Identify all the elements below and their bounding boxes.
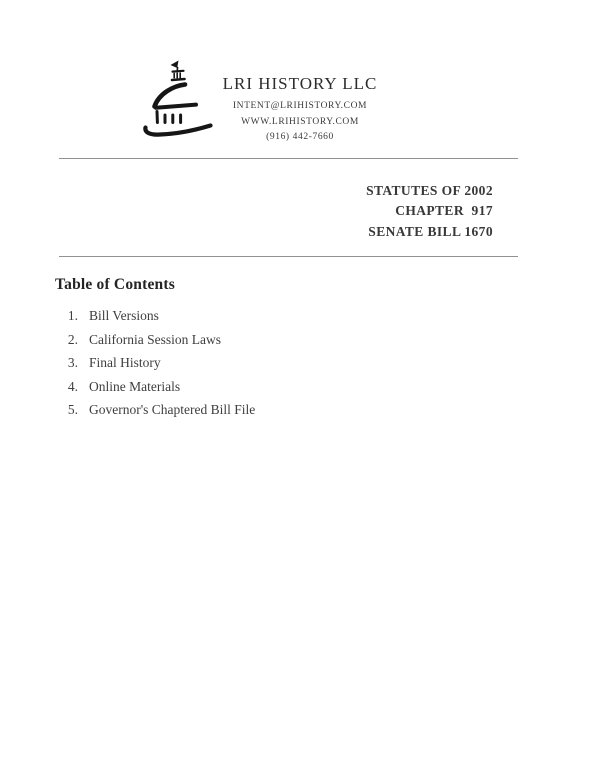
divider-bottom	[59, 256, 518, 257]
company-email: INTENT@LRIHISTORY.COM	[232, 101, 368, 111]
senate-bill-line: SENATE BILL 1670	[368, 223, 493, 239]
company-name: LRI HISTORY LLC	[222, 74, 378, 93]
toc-item	[56, 380, 255, 395]
toc-item-label: Online Materials	[89, 378, 181, 394]
toc-item	[56, 403, 255, 418]
toc-list	[56, 309, 255, 427]
toc-item-number: 5.	[67, 402, 78, 417]
toc-item-number: 2.	[67, 331, 78, 347]
bill-reference-block	[366, 181, 493, 242]
toc-item-label: Final History	[89, 355, 161, 370]
toc-item	[56, 333, 255, 348]
toc-item-number: 1.	[67, 308, 78, 323]
company-phone: (916) 442-7660	[266, 132, 334, 142]
toc-item-label: California Session Laws	[89, 331, 221, 347]
toc-item	[56, 309, 255, 324]
toc-item-number: 4.	[67, 378, 78, 394]
toc-item-label: Governor's Chaptered Bill File	[89, 402, 256, 417]
toc-item-number: 3.	[67, 355, 78, 370]
toc-item-label: Bill Versions	[89, 308, 159, 323]
toc-title: Table of Contents	[55, 276, 175, 293]
chapter-line: CHAPTER 917	[395, 203, 493, 219]
company-website: WWW.LRIHISTORY.COM	[241, 116, 359, 127]
statutes-line: STATUTES OF 2002	[366, 183, 493, 198]
divider-top	[59, 158, 518, 159]
letterhead	[0, 75, 600, 146]
toc-item	[56, 356, 255, 371]
